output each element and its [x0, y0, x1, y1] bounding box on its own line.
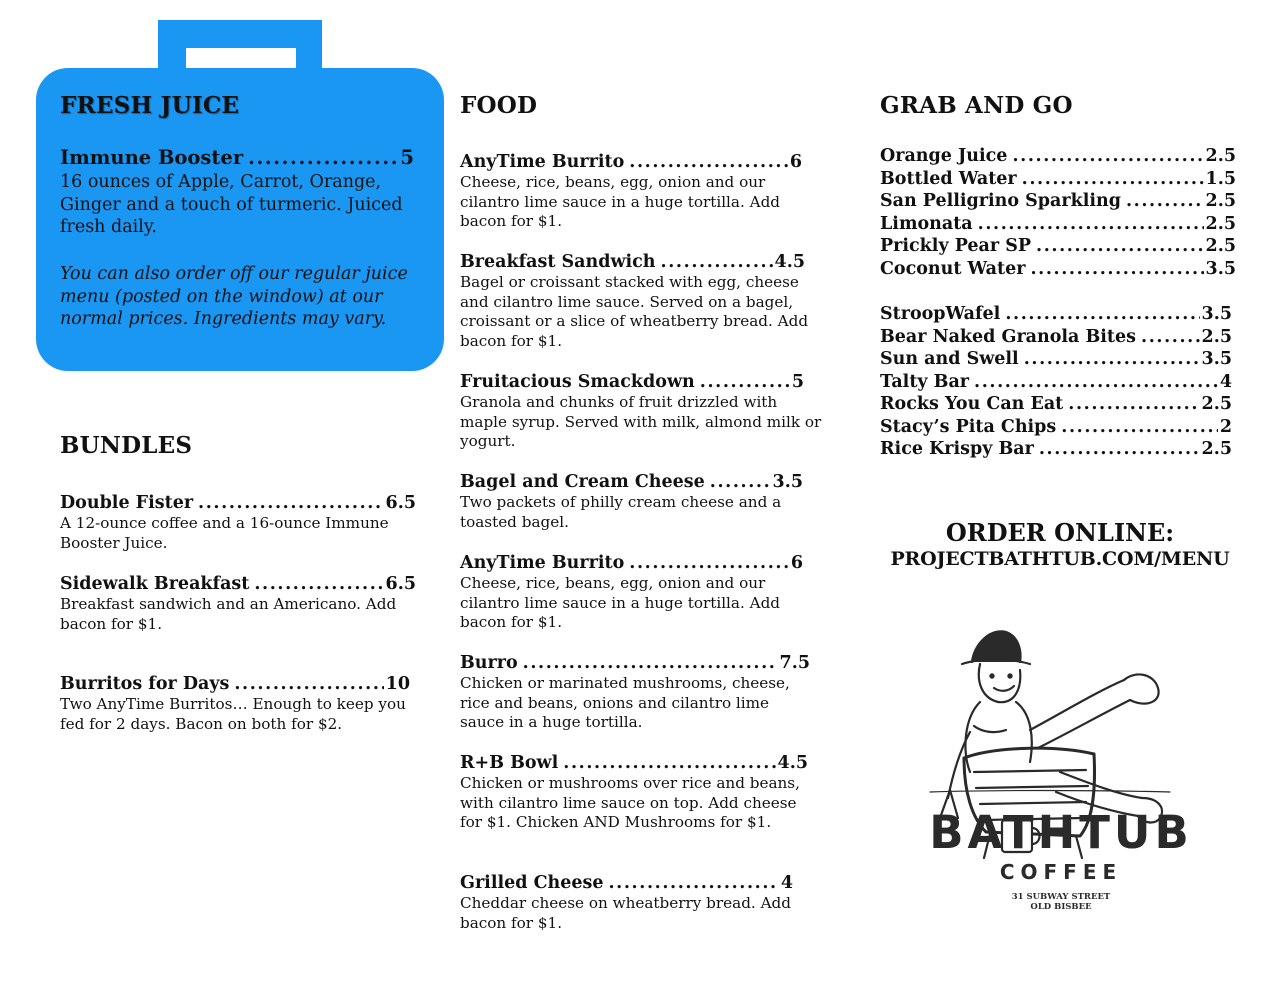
item-name: Coconut Water — [880, 258, 1026, 279]
item-name: AnyTime Burrito — [460, 553, 625, 573]
bundles-title: BUNDLES — [60, 432, 193, 459]
logo-subtitle: COFFEE — [999, 860, 1123, 884]
item-name: Bear Naked Granola Bites — [880, 326, 1136, 347]
dot-leader — [608, 872, 778, 894]
item-name: Prickly Pear SP — [880, 236, 1031, 256]
item-description: Chicken or mushrooms over rice and beans, with cilantro lime sauce on top. Add cheese for $1. Chicken AND Mushrooms for $1. — [460, 774, 800, 831]
dot-leader — [978, 213, 1204, 236]
dot-leader — [1039, 438, 1200, 461]
item-name: Grilled Cheese — [460, 873, 604, 893]
item-price: 4 — [1219, 371, 1232, 392]
dot-leader — [254, 573, 383, 595]
item-price: 1.5 — [1205, 168, 1236, 189]
list-item — [880, 213, 1236, 236]
dot-leader — [974, 371, 1218, 394]
item-line — [460, 752, 808, 774]
dot-leader — [198, 492, 384, 514]
item-description: Granola and chunks of fruit drizzled with maple syrup. Served with milk, almond milk or yogurt. — [460, 393, 822, 450]
item-description: 16 ounces of Apple, Carrot, Orange, Ginger and a touch of turmeric. Juiced fresh daily. — [60, 172, 403, 237]
dot-leader — [563, 752, 775, 774]
item-line — [460, 652, 810, 674]
item-price: 5 — [400, 146, 414, 169]
dot-leader — [710, 471, 771, 493]
item-name: StroopWafel — [880, 304, 1001, 324]
item-line — [460, 872, 793, 894]
item-line — [460, 471, 803, 493]
dot-leader — [629, 552, 789, 574]
fresh-juice-title: FRESH JUICE — [60, 92, 240, 119]
list-item — [880, 438, 1232, 461]
food-item-grilled-cheese — [460, 872, 793, 933]
item-price: 10 — [385, 674, 410, 694]
food-item-breakfast-sandwich — [460, 251, 809, 351]
item-price: 2.5 — [1205, 146, 1236, 166]
dot-leader — [1022, 168, 1204, 191]
item-price: 6 — [789, 152, 802, 172]
item-price: 3.5 — [1201, 304, 1232, 324]
item-name: Bagel and Cream Cheese — [460, 472, 705, 492]
bundle-item-double-fister — [60, 492, 416, 553]
dot-leader — [1024, 348, 1200, 371]
item-name: Double Fister — [60, 493, 194, 513]
item-description: A 12-ounce coffee and a 16-ounce Immune Booster Juice. — [60, 514, 389, 552]
list-item — [880, 393, 1232, 416]
dot-leader — [1036, 235, 1204, 258]
item-description: Two AnyTime Burritos… Enough to keep you fed for 2 days. Bacon on both for $2. — [60, 695, 406, 733]
item-price: 2.5 — [1201, 326, 1232, 347]
address-line-1: 31 SUBWAY STREET — [1011, 892, 1111, 902]
item-description: Cheese, rice, beans, egg, onion and our cilantro lime sauce in a huge tortilla. Add bacon for $1. — [460, 574, 781, 631]
list-item — [880, 258, 1236, 281]
item-line — [60, 146, 414, 170]
item-price: 2.5 — [1205, 213, 1236, 234]
item-price: 2 — [1219, 416, 1232, 437]
dot-leader — [1012, 145, 1203, 168]
item-price: 2.5 — [1205, 191, 1236, 211]
item-description: Cheese, rice, beans, egg, onion and our cilantro lime sauce in a huge tortilla. Add bacon for $1. — [460, 173, 781, 230]
item-name: Orange Juice — [880, 146, 1008, 166]
list-item — [880, 235, 1236, 258]
item-name: Rocks You Can Eat — [880, 394, 1064, 414]
item-name: Limonata — [880, 213, 973, 234]
item-description: Chicken or marinated mushrooms, cheese, rice and beans, onions and cilantro lime sauce in a huge tortilla. — [460, 674, 790, 731]
item-price: 6.5 — [385, 574, 416, 594]
dot-leader — [1005, 303, 1199, 326]
item-name: San Pelligrino Sparkling — [880, 191, 1121, 211]
item-price: 4.5 — [774, 252, 805, 272]
bundle-item-burritos-for-days — [60, 673, 410, 734]
list-item — [880, 416, 1232, 439]
item-name: AnyTime Burrito — [460, 152, 625, 172]
dot-leader — [248, 146, 398, 170]
food-item-rb-bowl — [460, 752, 808, 833]
food-item-bagel-cream-cheese — [460, 471, 803, 532]
juice-menu-note: You can also order off our regular juice menu (posted on the window) at our normal prices. Ingredients may vary. — [60, 264, 408, 329]
item-price: 6 — [790, 553, 803, 573]
item-name: Fruitacious Smackdown — [460, 372, 695, 392]
item-name: Stacy’s Pita Chips — [880, 416, 1057, 437]
item-price: 3.5 — [772, 472, 803, 492]
item-name: Talty Bar — [880, 371, 970, 392]
item-line — [60, 573, 416, 595]
item-price: 2.5 — [1205, 236, 1236, 256]
food-item-anytime-burrito-2 — [460, 552, 803, 633]
item-name: Breakfast Sandwich — [460, 252, 656, 272]
immune-booster-item — [60, 146, 414, 239]
grab-drinks-list — [880, 145, 1236, 280]
dot-leader — [1061, 416, 1218, 439]
dot-leader — [700, 371, 790, 393]
item-price: 6.5 — [385, 493, 416, 513]
dot-leader — [1030, 258, 1203, 281]
item-line — [460, 151, 802, 173]
item-price: 2.5 — [1201, 394, 1232, 414]
food-item-fruitacious-smackdown — [460, 371, 822, 452]
item-line — [460, 371, 804, 393]
item-price: 4.5 — [777, 753, 808, 773]
item-price: 2.5 — [1201, 439, 1232, 459]
item-line — [60, 492, 416, 514]
item-description: Cheddar cheese on wheatberry bread. Add bacon for $1. — [460, 894, 791, 932]
item-name: Rice Krispy Bar — [880, 439, 1034, 459]
list-item — [880, 348, 1232, 371]
item-price: 3.5 — [1205, 258, 1236, 279]
item-price: 7.5 — [779, 653, 810, 673]
dot-leader — [629, 151, 788, 173]
bundle-item-sidewalk-breakfast — [60, 573, 416, 634]
dot-leader — [661, 251, 773, 273]
item-price: 3.5 — [1201, 349, 1232, 369]
logo-address — [916, 892, 1206, 912]
item-name: Burro — [460, 653, 518, 673]
item-name: R+B Bowl — [460, 753, 559, 773]
dot-leader — [1141, 326, 1200, 349]
item-line — [460, 552, 803, 574]
dot-leader — [523, 652, 778, 674]
grab-snacks-list — [880, 303, 1232, 461]
item-name: Bottled Water — [880, 168, 1017, 189]
item-name: Sidewalk Breakfast — [60, 574, 250, 594]
item-name: Sun and Swell — [880, 349, 1019, 369]
grab-and-go-title: GRAB AND GO — [880, 92, 1073, 119]
item-line — [460, 251, 805, 273]
list-item — [880, 145, 1236, 168]
list-item — [880, 190, 1236, 213]
order-online-heading: ORDER ONLINE: — [945, 518, 1175, 547]
item-price: 4 — [780, 873, 793, 893]
item-name: Burritos for Days — [60, 674, 230, 694]
list-item — [880, 168, 1236, 191]
item-price: 5 — [791, 372, 804, 392]
item-name: Immune Booster — [60, 146, 244, 169]
list-item — [880, 303, 1232, 326]
list-item — [880, 371, 1232, 394]
logo-wordmark: BATHTUB — [929, 806, 1193, 859]
dot-leader — [1068, 393, 1199, 416]
list-item — [880, 326, 1232, 349]
order-online-url[interactable]: PROJECTBATHTUB.COM/MENU — [890, 548, 1230, 570]
juice-box-handle-hole — [186, 48, 296, 70]
item-description: Two packets of philly cream cheese and a toasted bagel. — [460, 493, 782, 531]
food-title: FOOD — [460, 92, 538, 119]
item-description: Bagel or croissant stacked with egg, cheese and cilantro lime sauce. Served on a bagel, croissant or a slice of wheatberry bread. Add bacon for $1. — [460, 273, 809, 350]
dot-leader — [234, 673, 383, 695]
food-item-burro — [460, 652, 810, 733]
item-line — [60, 673, 410, 695]
dot-leader — [1126, 190, 1204, 213]
item-description: Breakfast sandwich and an Americano. Add bacon for $1. — [60, 595, 397, 633]
address-line-2: OLD BISBEE — [1030, 902, 1092, 912]
food-item-anytime-burrito — [460, 151, 802, 232]
